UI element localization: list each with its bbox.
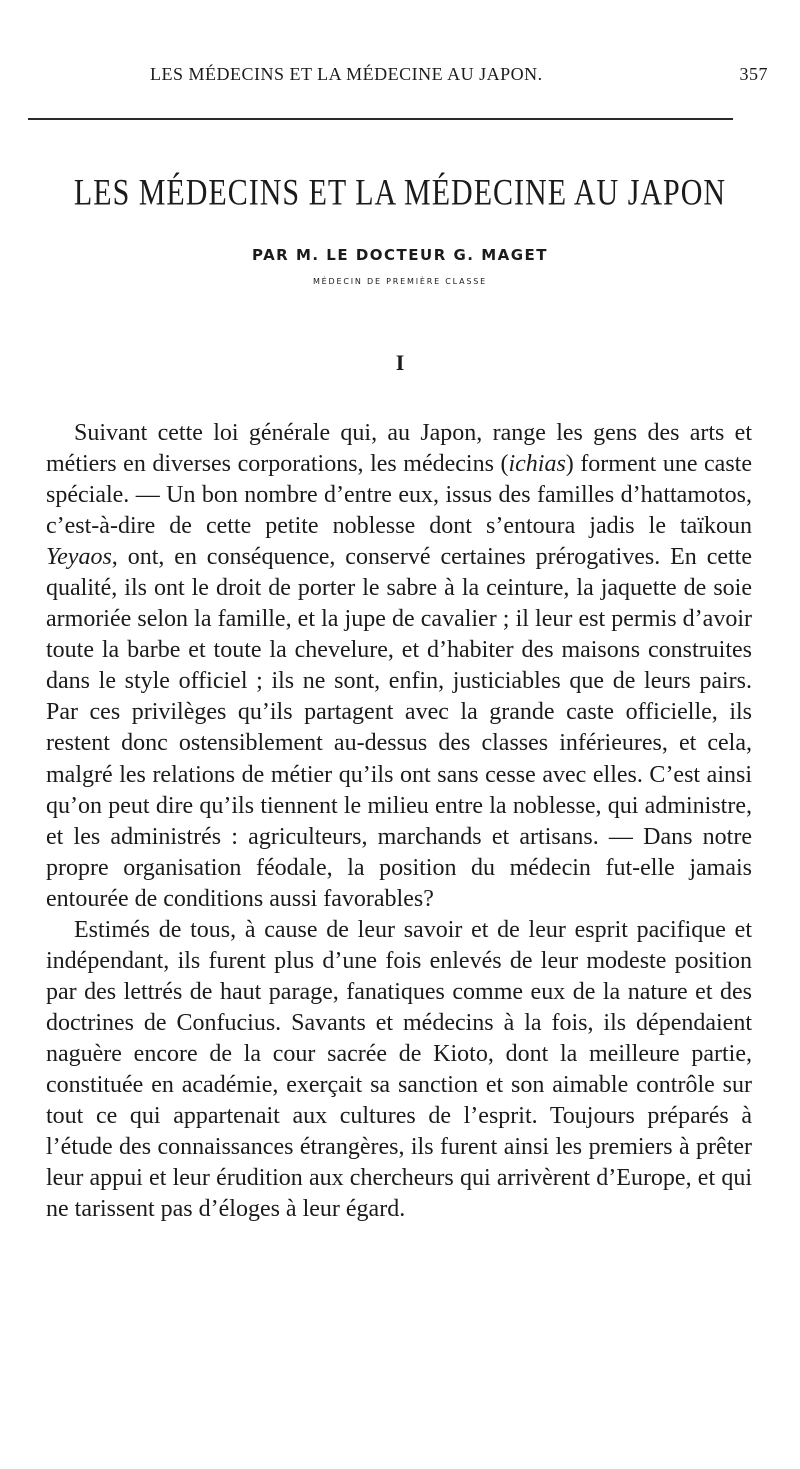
paragraph-1-text-c: , ont, en conséquence, conservé certaines prérogatives. En cette qualité, ils ont le droit de porter le sabre à la ceinture, la jaquette de soie armoriée selon la famille, et la jupe de cavalier ; il leur est permis d’avoir toute la barbe et toute la chevelure, et d’habiter des maisons construites dans le style officiel ; ils ne sont, enfin, justiciables que de leurs pairs. Par ces privilèges qu’ils partagent avec la grande caste officielle, ils restent donc ostensiblement au-dessus des classes inférieures, et cela, malgré les relations de métier qu’ils ont sans cesse avec elles. C’est ainsi qu’on peut dire qu’ils tiennent le milieu entre la noblesse, qui administre, et les administrés : agriculteurs, marchands et artisans. — Dans notre propre organisation féodale, la position du médecin fut-elle jamais entourée de conditions aussi favorables? xyxy=(46,544,752,912)
running-header xyxy=(150,64,768,92)
author-byline: PAR M. LE DOCTEUR G. MAGET xyxy=(251,246,549,264)
paragraph-1-text-a: Suivant cette loi générale qui, au Japon, range les gens des arts et métiers en diverses corporations, les médecins ( xyxy=(46,420,752,478)
paragraph-1-text-b: ) forment une caste spéciale. — Un bon nombre d’entre eux, issus des familles d’hattamotos, c’est-à-dire de cette petite noblesse dont s’entoura jadis le taïkoun xyxy=(46,451,752,540)
header-rule xyxy=(28,118,733,120)
article-body xyxy=(46,418,752,1225)
paragraph-2: Estimés de tous, à cause de leur savoir et de leur esprit pacifique et indépendant, ils furent plus d’une fois enlevés de leur modeste position par des lettrés de haut parage, fanatiques comme eux de la nature et des doctrines de Confucius. Savants et médecins à la fois, ils dépendaient naguère encore de la cour sacrée de Kioto, dont la meilleure partie, constituée en académie, exerçait sa sanction et son aimable contrôle sur tout ce qui appartenait aux cultures de l’esprit. Toujours préparés à l’étude des connaissances étrangères, ils furent ainsi les premiers à prêter leur appui et leur érudition aux chercheurs qui arrivèrent d’Europe, et qui ne tarissent pas d’éloges à leur égard. xyxy=(46,916,752,1223)
running-title: LES MÉDECINS ET LA MÉDECINE AU JAPON. xyxy=(150,64,543,84)
author-title: MÉDECIN DE PREMIÈRE CLASSE xyxy=(312,277,488,286)
paragraph-1 xyxy=(46,418,752,915)
page-number: 357 xyxy=(739,64,768,84)
article-title: LES MÉDECINS ET LA MÉDECINE AU JAPON xyxy=(73,172,727,214)
paragraph-1-name-yeyaos: Yeyaos xyxy=(46,544,112,571)
section-numeral: I xyxy=(395,350,405,375)
paragraph-1-term-ichias: ichias xyxy=(508,451,566,478)
